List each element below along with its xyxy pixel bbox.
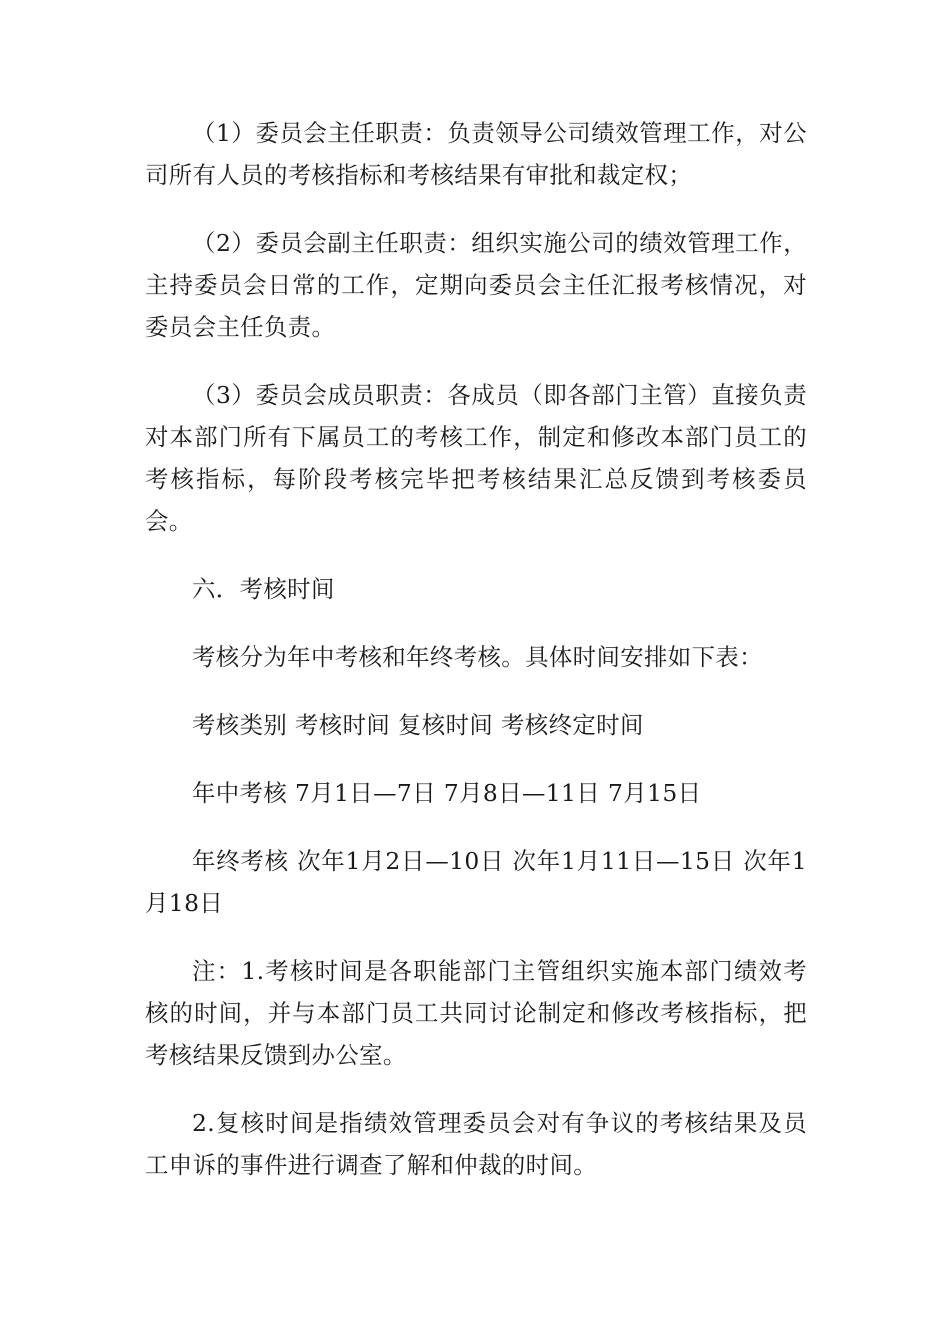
schedule-row-yearend: 年终考核 次年1月2日—10日 次年1月11日—15日 次年1月18日 [145,847,807,917]
note-paragraph-2: 2.复核时间是指绩效管理委员会对有争议的考核结果及员工申诉的事件进行调查了解和仲裁的时间。 [145,1109,807,1179]
schedule-row-midyear: 年中考核 7月1日—7日 7月8日—11日 7月15日 [192,779,702,807]
schedule-header-row: 考核类别 考核时间 复核时间 考核终定时间 [192,711,644,739]
paragraph-assessment-intro: 考核分为年中考核和年终考核。具体时间安排如下表： [192,643,763,671]
paragraph-member-duties: （3）委员会成员职责：各成员（即各部门主管）直接负责对本部门所有下属员工的考核工作，制定和修改本部门员工的考核指标，每阶段考核完毕把考核结果汇总反馈到考核委员会。 [145,381,807,535]
paragraph-director-duties: （1）委员会主任职责：负责领导公司绩效管理工作，对公司所有人员的考核指标和考核结果有审批和裁定权； [145,119,807,189]
document-page [145,112,807,1186]
section-heading-assessment-time: 六．考核时间 [192,575,335,603]
note-paragraph-1: 注：1.考核时间是各职能部门主管组织实施本部门绩效考核的时间，并与本部门员工共同讨论制定和修改考核指标，把考核结果反馈到办公室。 [145,957,807,1069]
paragraph-deputy-director-duties: （2）委员会副主任职责：组织实施公司的绩效管理工作，主持委员会日常的工作，定期向委员会主任汇报考核情况，对委员会主任负责。 [145,229,807,341]
